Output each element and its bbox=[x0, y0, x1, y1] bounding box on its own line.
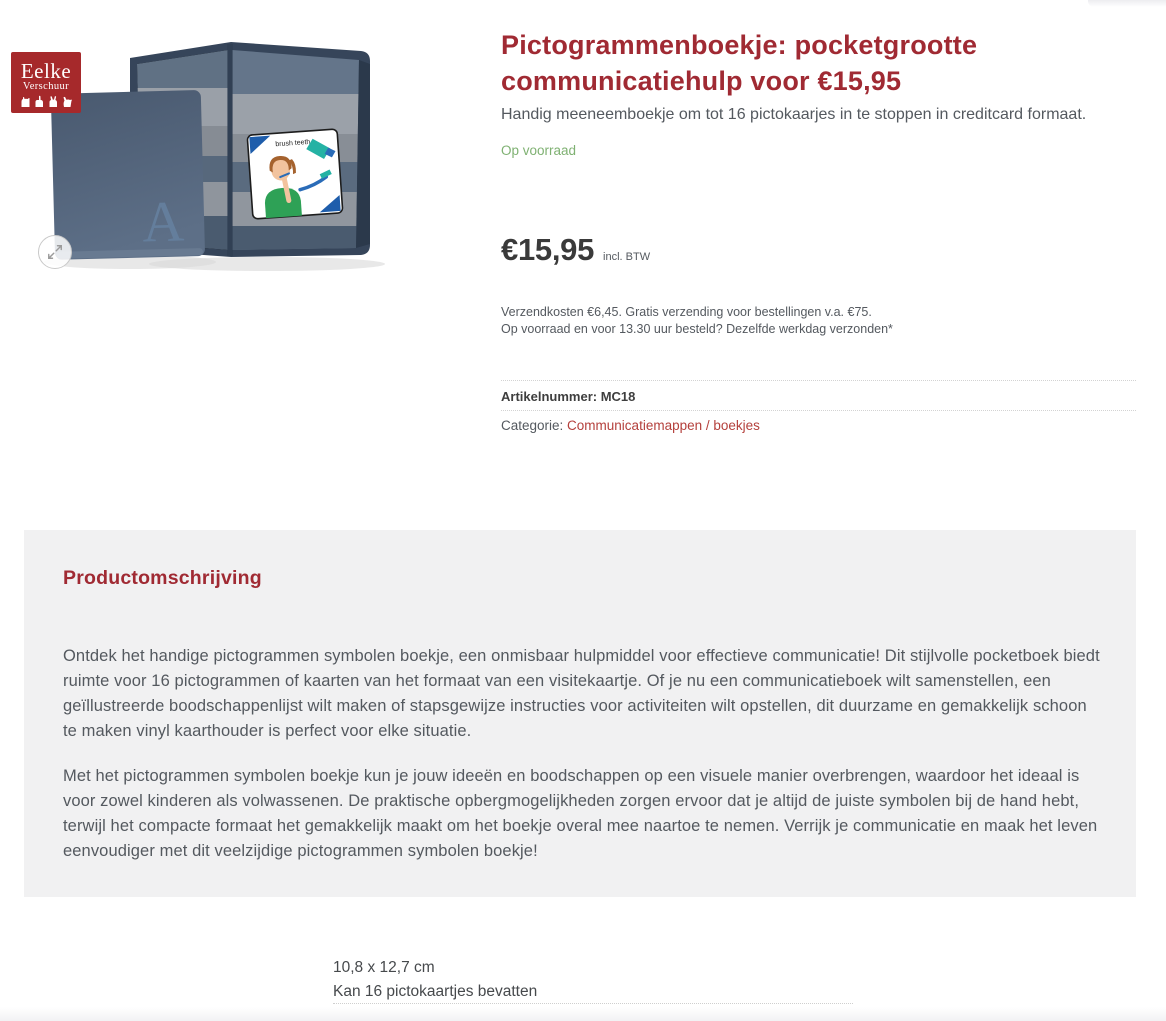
product-title: Pictogrammenboekje: pocketgrootte communicatiehulp voor €15,95 bbox=[501, 30, 978, 96]
divider bbox=[501, 410, 1136, 411]
divider bbox=[333, 1003, 853, 1004]
sku-value: MC18 bbox=[600, 389, 636, 404]
product-photo-illustration bbox=[35, 28, 465, 280]
shipping-info bbox=[501, 304, 893, 337]
attribute-size: 10,8 x 12,7 cm bbox=[333, 959, 435, 976]
product-image[interactable] bbox=[35, 28, 465, 280]
product-price: €15,95 bbox=[501, 232, 595, 267]
category-row bbox=[501, 418, 760, 433]
sign-hand-point-icon bbox=[34, 95, 45, 108]
sku-row bbox=[501, 389, 635, 404]
attribute-capacity: Kan 16 pictokaartjes bevatten bbox=[333, 982, 538, 1000]
logo-name-line1: Eelke bbox=[20, 58, 72, 83]
price-row bbox=[501, 232, 650, 268]
stock-status-badge: Op voorraad bbox=[501, 143, 577, 158]
shipping-line-1: Verzendkosten €6,45. Gratis verzending voor bestellingen v.a. €75. bbox=[501, 305, 872, 319]
card-caption: brush teeth bbox=[275, 138, 311, 149]
top-right-panel-edge bbox=[1088, 0, 1166, 7]
product-attributes bbox=[333, 956, 537, 1003]
sign-language-hands-icons bbox=[20, 95, 73, 108]
expand-arrows-icon bbox=[45, 242, 65, 262]
closed-booklet bbox=[51, 90, 205, 260]
divider bbox=[501, 380, 1136, 381]
description-body bbox=[63, 644, 1103, 884]
sign-hand-fist-icon bbox=[20, 95, 31, 108]
category-link[interactable]: Communicatiemappen / boekjes bbox=[567, 418, 760, 433]
pictogram-card bbox=[247, 129, 343, 219]
description-paragraph-1: Ontdek het handige pictogrammen symbolen boekje, een onmisbaar hulpmiddel voor effectieve communicatie! Dit stijlvolle pocketboek biedt ruimte voor 16 pictogrammen of kaarten van het formaat van een visitekaartje. Of je nu een communicatieboek wilt samenstellen, een geïllustreerde boodschappenlijst wilt maken of stapsgewijze instructies voor activiteiten wilt opstellen, dit duurzame en gemakkelijk schoon te maken vinyl kaarthouder is perfect voor elke situatie. bbox=[63, 647, 1100, 740]
product-short-description: Handig meeneemboekje om tot 16 pictokaarjes in te stoppen in creditcard formaat. bbox=[501, 106, 1087, 123]
logo-name-line2: Verschuur bbox=[22, 80, 70, 92]
cover-watermark-letter: A bbox=[141, 188, 185, 255]
next-section-edge bbox=[0, 1007, 1166, 1021]
tax-note: incl. BTW bbox=[603, 251, 651, 263]
product-description-section bbox=[24, 530, 1136, 897]
image-expand-button[interactable] bbox=[38, 235, 72, 269]
site-logo[interactable] bbox=[11, 52, 81, 113]
sign-hand-open-icon bbox=[62, 95, 73, 108]
sign-hand-fingers-icon bbox=[48, 95, 59, 108]
description-heading: Productomschrijving bbox=[63, 567, 262, 589]
description-paragraph-2: Met het pictogrammen symbolen boekje kun je jouw ideeën en boodschappen op een visuele manier overbrengen, waardoor het ideaal is voor zowel kinderen als volwassenen. De praktische opbergmogelijkheden zorgen ervoor dat je altijd de juiste symbolen bij de hand hebt, terwijl het compacte formaat het gemakkelijk maakt om het boekje overal mee naartoe te nemen. Verrijk je communicatie en maak het leven eenvoudiger met dit veelzijdige pictogrammen symbolen boekje! bbox=[63, 767, 1098, 860]
category-label: Categorie: bbox=[501, 418, 568, 433]
shipping-line-2: Op voorraad en voor 13.30 uur besteld? Dezelfde werkdag verzonden* bbox=[501, 321, 893, 336]
sku-label: Artikelnummer: bbox=[501, 389, 601, 404]
